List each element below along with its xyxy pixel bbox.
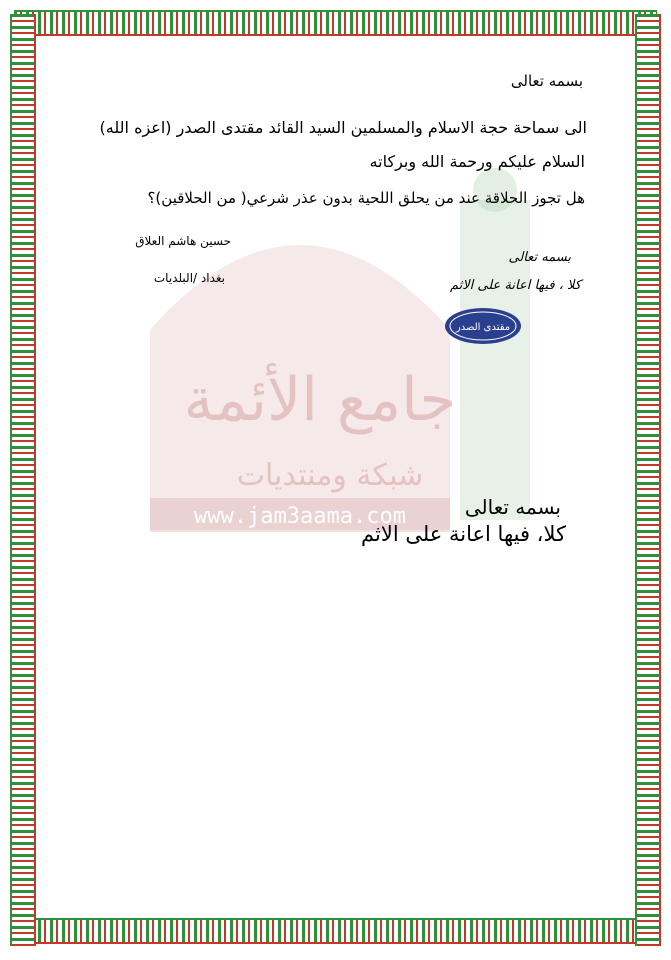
typed-reply-line2: كلا، فيها اعانة على الاثم bbox=[361, 522, 566, 546]
decorative-border-top bbox=[14, 10, 657, 36]
decorative-border-right bbox=[635, 14, 661, 946]
decorative-border-bottom bbox=[14, 918, 657, 944]
handwritten-reply-line2: كلا ، فيها اعانة على الاثم bbox=[449, 278, 581, 293]
letter-addressee: الى سماحة حجة الاسلام والمسلمين السيد القائد مقتدى الصدر (اعزه الله) bbox=[99, 118, 587, 137]
letter-opening: بسمه تعالى bbox=[510, 72, 583, 90]
watermark-subtitle: شبكة ومنتديات bbox=[236, 458, 424, 493]
seal-text: مقتدى الصدر bbox=[455, 322, 511, 333]
watermark-url: www.jam3aama.com bbox=[194, 504, 406, 529]
typed-reply-line1: بسمه تعالى bbox=[464, 495, 561, 519]
sender-name: حسين هاشم العلاق bbox=[135, 234, 231, 248]
letter-question: هل تجوز الحلاقة عند من يحلق اللحية بدون عذر شرعي( من الحلاقين)؟ bbox=[147, 189, 585, 207]
handwritten-reply-line1: بسمه تعالى bbox=[508, 250, 571, 265]
sender-location: بغداد /البلديات bbox=[153, 271, 225, 285]
watermark-title: جامع الأئمة bbox=[183, 365, 457, 435]
watermark-minaret bbox=[460, 200, 530, 520]
official-seal bbox=[443, 306, 523, 346]
letter-greeting: السلام عليكم ورحمة الله وبركاته bbox=[369, 152, 585, 171]
decorative-border-left bbox=[10, 14, 36, 946]
